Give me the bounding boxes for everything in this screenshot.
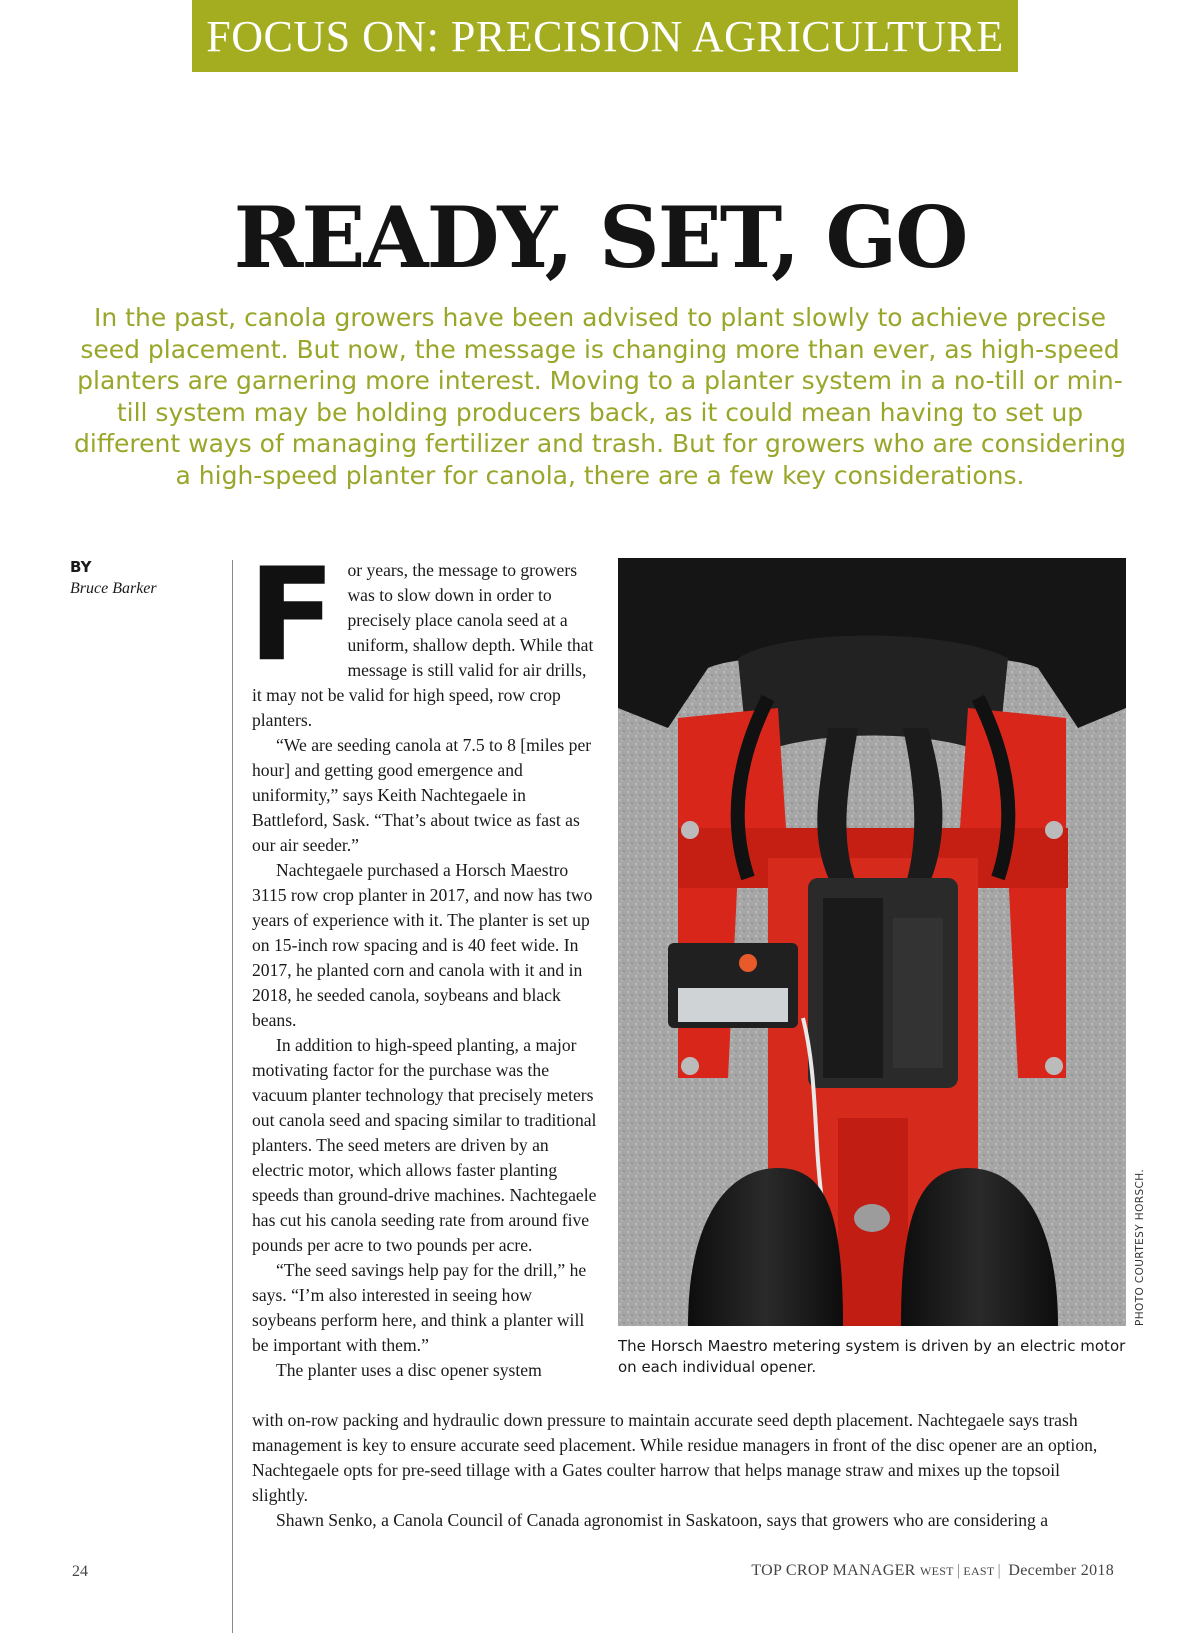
section-banner: FOCUS ON: PRECISION AGRICULTURE <box>192 0 1018 72</box>
photo-caption: The Horsch Maestro metering system is driven by an electric motor on each individual opener. <box>618 1337 1126 1376</box>
drop-cap: F <box>248 541 336 690</box>
edition-east: EAST <box>963 1564 995 1578</box>
issue-date: December 2018 <box>1008 1562 1114 1579</box>
article-body-column <box>248 541 600 1383</box>
body-paragraph: In addition to high-speed planting, a major motivating factor for the purchase was the vacuum planter technology that precisely meters out canola seed and spacing similar to traditional planters. The seed meters are driven by an electric motor, which allows faster planting speeds than ground-drive machines. Nachtegaele has cut his canola seeding rate from around five pounds per acre to two pounds per acre. <box>252 1035 597 1255</box>
body-paragraph: For years, the message to growers was to slow down in order to precisely place canola seed at a uniform, shallow depth. While that message is still valid for air drills, it may not be valid for high speed, row crop planters. <box>248 541 594 730</box>
body-paragraph: Nachtegaele purchased a Horsch Maestro 3115 row crop planter in 2017, and now has two years of experience with it. The planter is set up on 15-inch row spacing and is 40 feet wide. In 2017, he planted corn and canola with it and in 2018, he seeded canola, soybeans and black beans. <box>252 860 593 1030</box>
article-headline: READY, SET, GO <box>233 188 967 287</box>
edition-west: WEST <box>919 1564 954 1578</box>
body-paragraph: “The seed savings help pay for the drill,” he says. “I’m also interested in seeing how soybeans perform here, and think a planter will be important with them.” <box>252 1260 587 1355</box>
publication-name: TOP CROP MANAGER <box>751 1562 916 1579</box>
byline-label: BY <box>70 558 92 576</box>
body-paragraph: “We are seeding canola at 7.5 to 8 [miles per hour] and getting good emergence and uniformity,” says Keith Nachtegaele in Battleford, Sask. “That’s about twice as fast as our air seeder.” <box>252 735 592 855</box>
body-paragraph: Shawn Senko, a Canola Council of Canada agronomist in Saskatoon, says that growers who are considering a <box>276 1510 1049 1530</box>
planter-photo <box>618 558 1126 1326</box>
article-body-wide <box>252 1408 1112 1533</box>
body-paragraph: with on-row packing and hydraulic down pressure to maintain accurate seed depth placement. Nachtegaele says trash management is key to ensure accurate seed placement. While residue managers in front of the disc opener are an option, Nachtegaele opts for pre-seed tillage with a Gates coulter harrow that helps manage straw and mixes up the topsoil slightly. <box>252 1410 1098 1505</box>
publication-footer: TOP CROP MANAGER WEST | EAST | December 2018 <box>751 1562 1114 1579</box>
byline-author: Bruce Barker <box>70 580 157 597</box>
page-number: 24 <box>72 1563 88 1580</box>
article-deck: In the past, canola growers have been advised to plant slowly to achieve precise seed placement. But now, the message is changing more than ever, as high-speed planters are garnering more interest. Moving to a planter system in a no-till or min-till system may be holding producers back, as it could mean having to set up different ways of managing fertilizer and trash. But for growers who are considering a high-speed planter for canola, there are a few key considerations. <box>74 303 1126 490</box>
photo-credit: PHOTO COURTESY HORSCH. <box>1134 1168 1146 1326</box>
body-paragraph: The planter uses a disc opener system <box>276 1360 542 1380</box>
column-divider <box>232 560 233 1633</box>
